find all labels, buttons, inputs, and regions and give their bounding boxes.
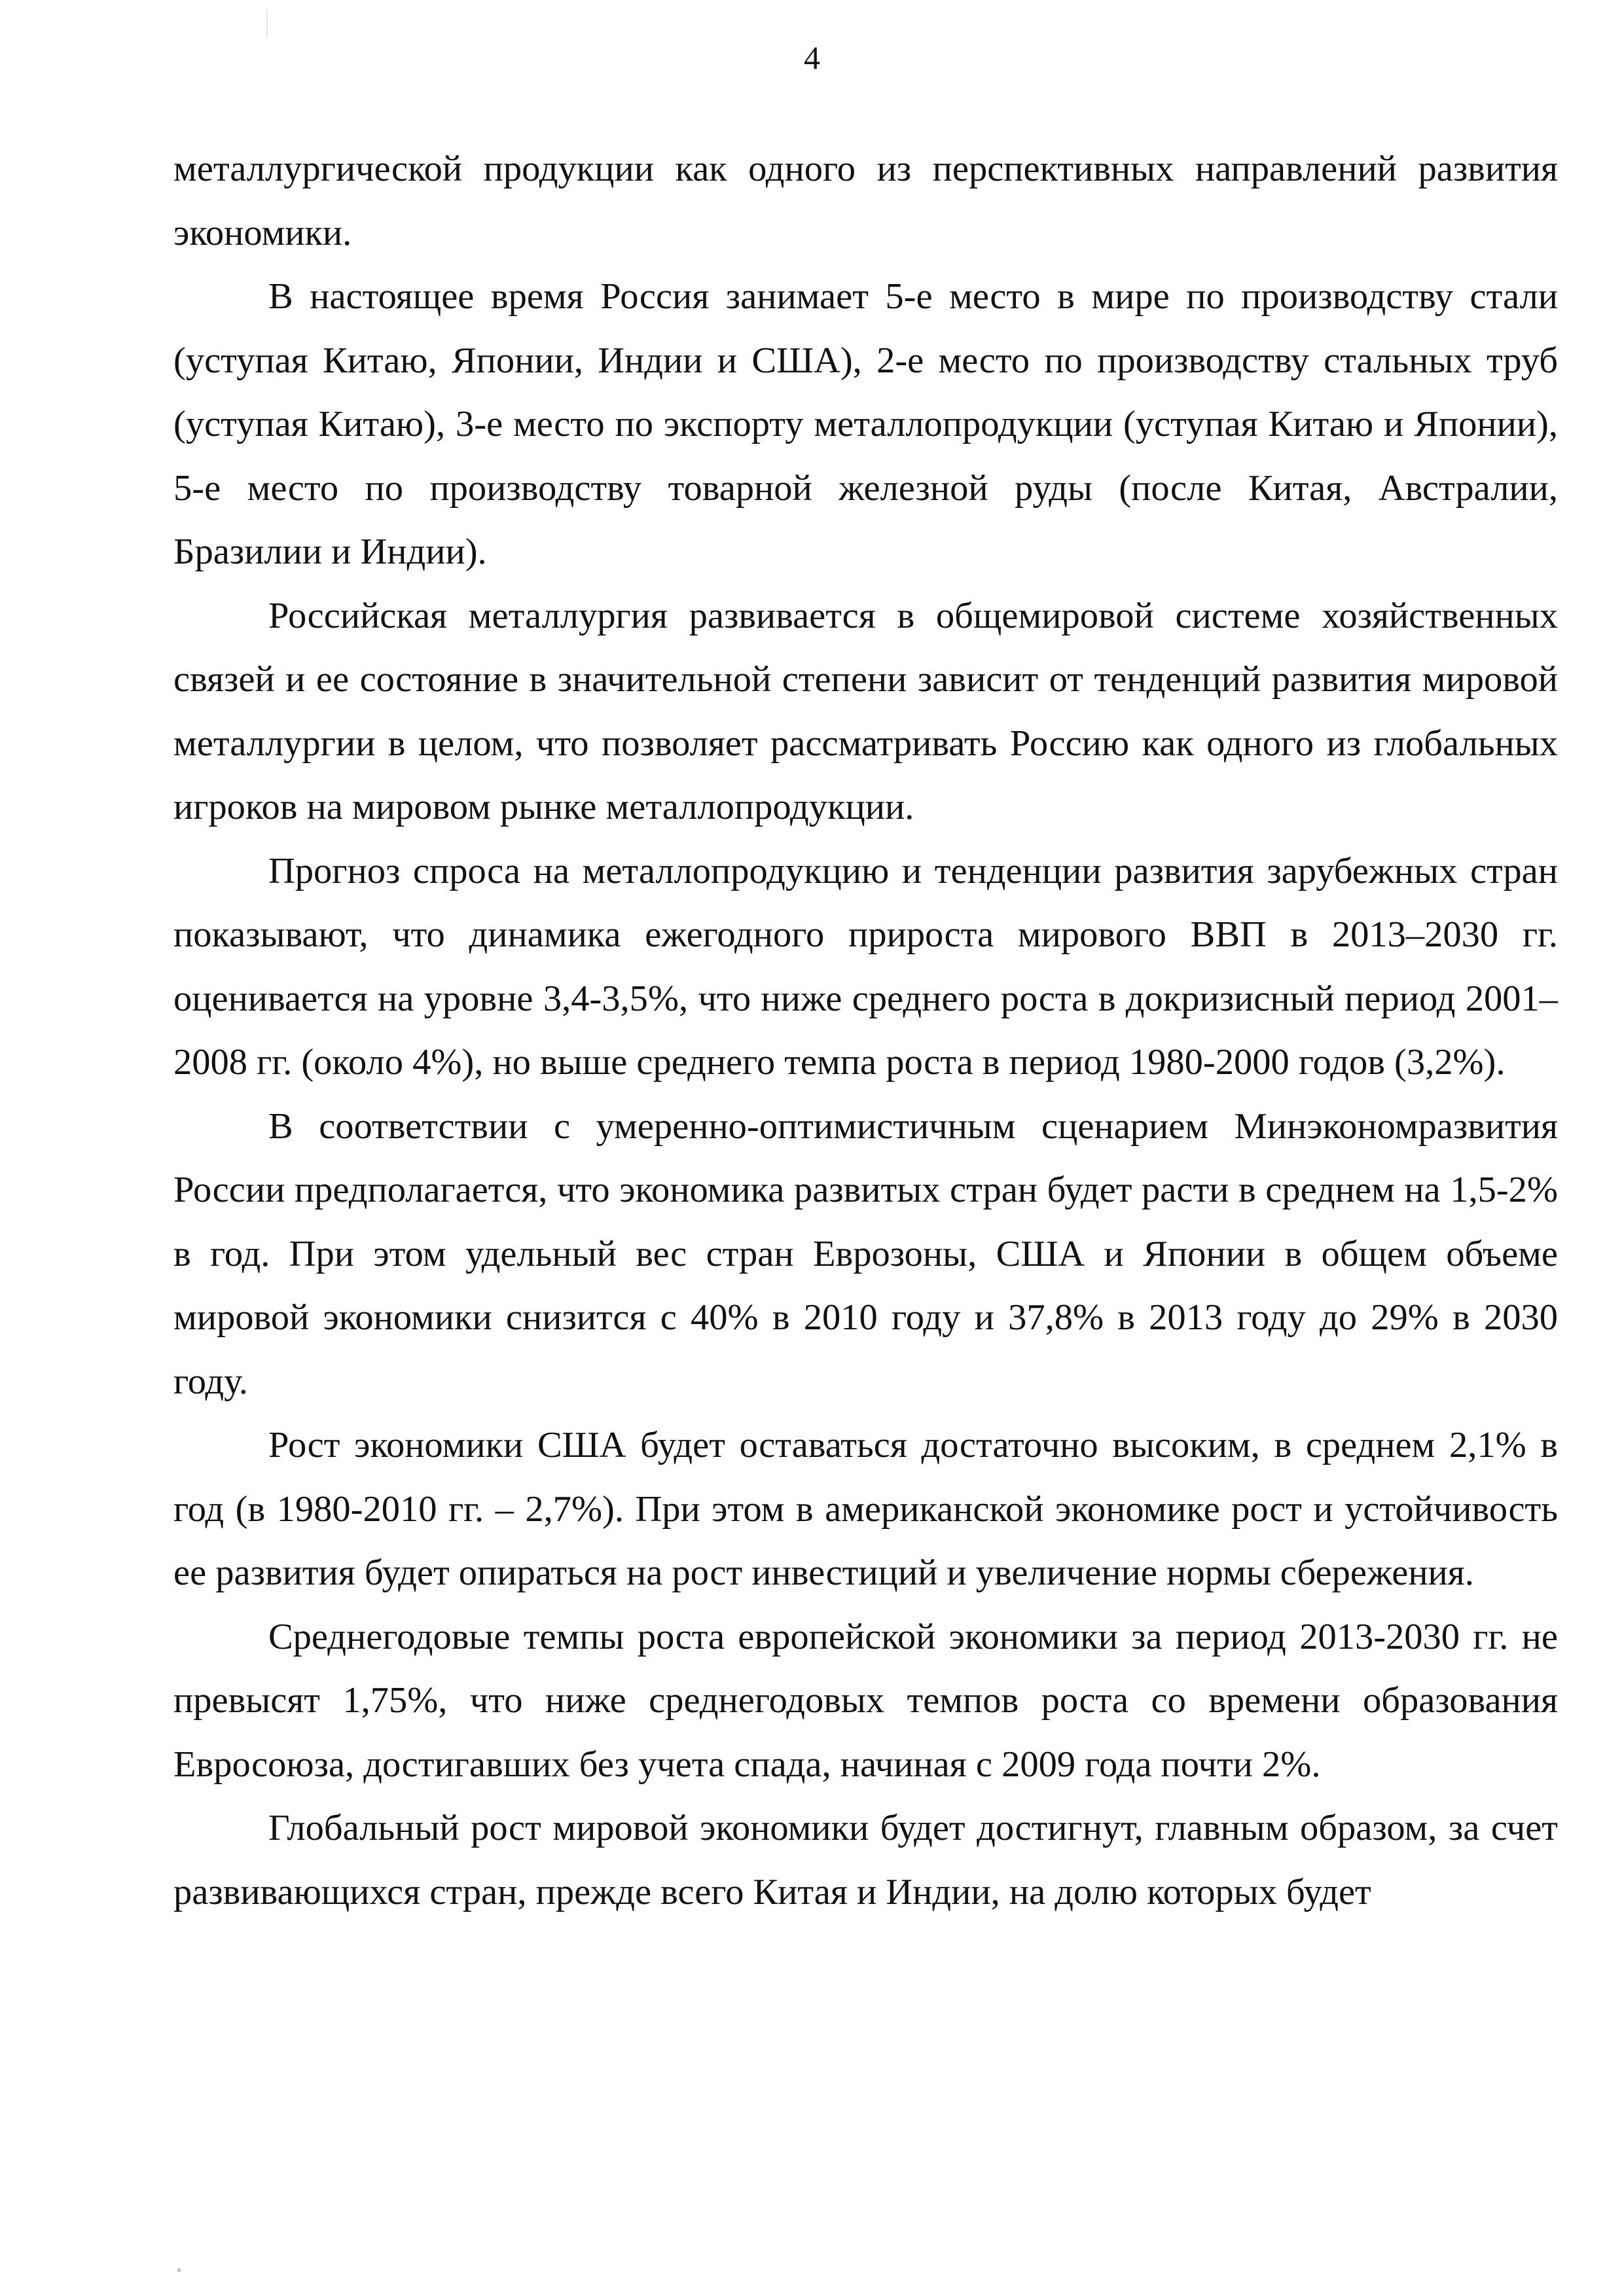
scan-artifact-dot (177, 2269, 181, 2272)
paragraph-russian-metallurgy: Российская металлургия развивается в общемировой системе хозяйственных связей и ее состояние в значительной степени зависит от тенденций развития мировой металлургии в целом, что позволяет рассматривать Россию как одного из глобальных игроков на мировом рынке металлопродукции. (173, 595, 1558, 827)
paragraph-demand-forecast: Прогноз спроса на металлопродукцию и тенденции развития зарубежных стран показывают, что динамика ежегодного прироста мирового ВВП в 2013–2030 гг. оценивается на уровне 3,4-3,5%, что ниже среднего роста в докризисный период 2001–2008 гг. (около 4%), но выше среднего темпа роста в период 1980-2000 годов (3,2%). (173, 850, 1558, 1083)
scan-artifact-line (266, 10, 268, 37)
paragraph-russia-rankings: В настоящее время Россия занимает 5-е место в мире по производству стали (уступая Китаю, Японии, Индии и США), 2-е место по производству стальных труб (уступая Китаю), 3-е место по экспорту металлопродукции (уступая Китаю и Японии), 5-е место по производству товарной железной руды (после Китая, Австралии, Бразилии и Индии). (173, 276, 1558, 572)
paragraph-europe-growth: Среднегодовые темпы роста европейской экономики за период 2013-2030 гг. не превысят 1,75%, что ниже среднегодовых темпов роста со времени образования Евросоюза, достигавших без учета спада, начиная с 2009 года почти 2%. (173, 1616, 1558, 1785)
paragraph-scenario: В соответствии с умеренно-оптимистичным сценарием Минэкономразвития России предполагается, что экономика развитых стран будет расти в среднем на 1,5-2% в год. При этом удельный вес стран Еврозоны, США и Японии в общем объеме мировой экономики снизится с 40% в 2010 году и 37,8% в 2013 году до 29% в 2030 году. (173, 1105, 1558, 1402)
paragraph-global-growth: Глобальный рост мировой экономики будет достигнут, главным образом, за счет развивающихся стран, прежде всего Китая и Индии, на долю которых будет (173, 1808, 1558, 1912)
body-text (173, 137, 1558, 1924)
paragraph-usa-growth: Рост экономики США будет оставаться достаточно высоким, в среднем 2,1% в год (в 1980-2010 гг. – 2,7%). При этом в американской экономике рост и устойчивость ее развития будет опираться на рост инвестиций и увеличение нормы сбережения. (173, 1425, 1558, 1593)
page-number: 4 (804, 39, 820, 76)
paragraph-continuation: металлургической продукции как одного из перспективных направлений развития экономики. (173, 149, 1558, 253)
